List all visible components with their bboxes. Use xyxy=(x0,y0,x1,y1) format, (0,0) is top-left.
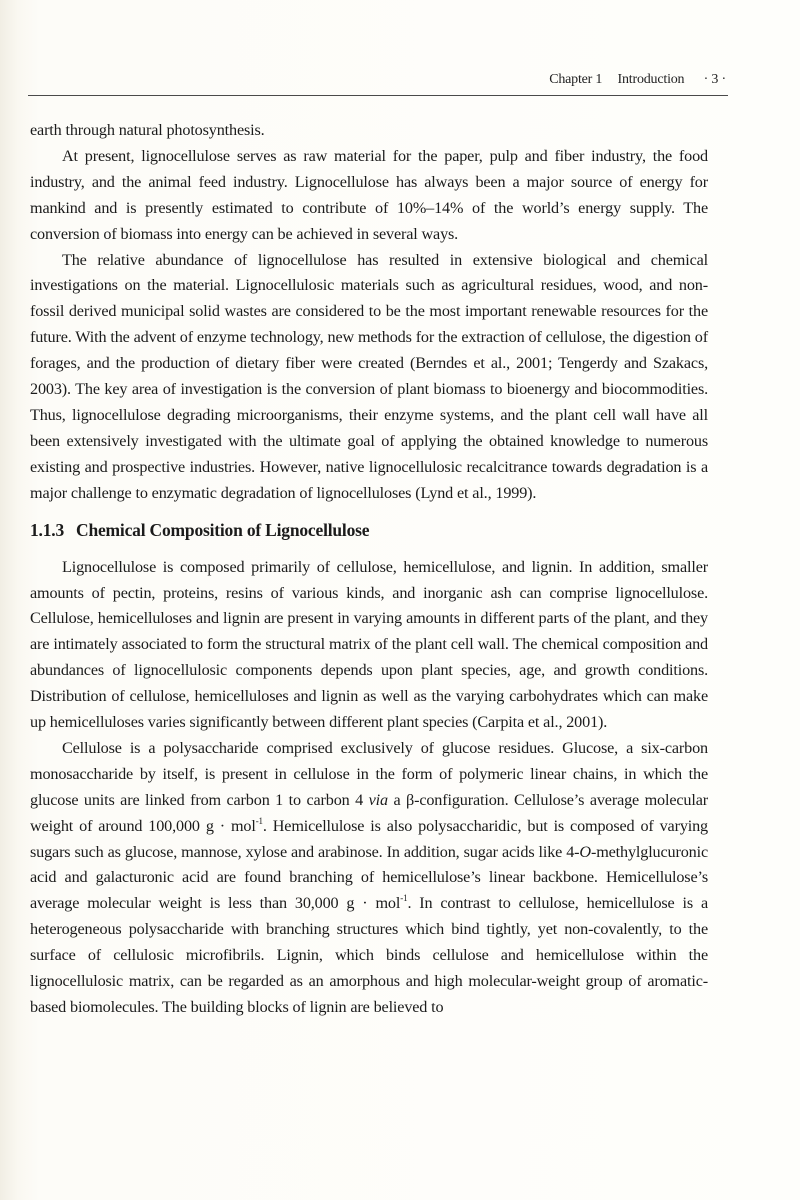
paragraph: Lignocellulose is composed primarily of cellulose, hemicellulose, and lignin. In addition, smaller amounts of pectin, proteins, resins of various kinds, and inorganic ash can comprise lignocellulose. Cellulose, hemicelluloses and lignin are present in varying amounts in different parts of the plant, and they are intimately associated to form the structural matrix of the plant cell wall. The chemical composition and abundances of lignocellulosic components depends upon plant species, age, and growth conditions. Distribution of cellulose, hemicelluloses and lignin as well as the varying carbohydrates which can make up hemicelluloses varies significantly between different plant species (Carpita et al., 2001). xyxy=(30,557,708,732)
running-head xyxy=(28,72,728,94)
page-number: · 3 · xyxy=(703,72,726,87)
text-run: a β-configuration. Cellulose’s average molecular weight of around 100,000 g · mol xyxy=(30,790,708,835)
paragraph: The relative abundance of lignocellulose has resulted in extensive biological and chemical investigations on the material. Lignocellulosic materials such as agricultural residues, wood, and non-fossil derived municipal solid wastes are considered to be the most important renewable resources for the future. With the advent of enzyme technology, new methods for the extraction of cellulose, the digestion of forages, and the production of dietary fiber were created (Berndes et al., 2001; Tengerdy and Szakacs, 2003). The key area of investigation is the conversion of plant biomass to bioenergy and biocommodities. Thus, lignocellulose degrading microorganisms, their enzyme systems, and the plant cell wall have all been extensively investigated with the ultimate goal of applying the obtained knowledge to numerous existing and prospective industries. However, native lignocellulosic recalcitrance towards degradation is a major challenge to enzymatic degradation of lignocelluloses (Lynd et al., 1999). xyxy=(30,250,708,502)
paragraph: At present, lignocellulose serves as raw material for the paper, pulp and fiber industry, the food industry, and the animal feed industry. Lignocellulose has always been a major source of energy for mankind and is presently estimated to contribute of 10%–14% of the world’s energy supply. The conversion of biomass into energy can be achieved in several ways. xyxy=(30,146,708,243)
section-heading xyxy=(30,518,708,542)
text-run: Cellulose is a polysaccharide comprised exclusively of glucose residues. Glucose, a six-carbon monosaccharide by itself, is present in cellulose in the form of polymeric linear chains, in which the glucose units are linked from carbon 1 to carbon 4 xyxy=(30,738,708,809)
paragraph xyxy=(30,736,708,1021)
page-body xyxy=(30,118,708,1021)
text-run: . Hemicellulose is also polysaccharidic, but is composed of varying sugars such as glucose, mannose, xylose and arabinose. In addition, sugar acids like 4- xyxy=(30,816,708,861)
text-run: -methylglucuronic acid and galacturonic acid are found branching of hemicellulose’s linear backbone. Hemicellulose’s average molecular weight is less than 30,000 g · mol xyxy=(30,842,708,913)
running-head-chapter: Chapter 1 xyxy=(549,72,603,87)
running-head-title: Introduction xyxy=(617,72,685,87)
italic-o: O xyxy=(579,842,591,861)
superscript: -1 xyxy=(400,893,408,904)
paragraph-continuation: earth through natural photosynthesis. xyxy=(30,121,265,139)
header-rule xyxy=(28,95,728,96)
text-run: . In contrast to cellulose, hemicellulose is a heterogeneous polysaccharide with branching structures which bind tightly, yet non-covalently, to the surface of cellulosic microfibrils. Lignin, which binds cellulose and hemicellulose within the lignocellulosic matrix, can be regarded as an amorphous and high molecular-weight group of aromatic-based biomolecules. The building blocks of lignin are believed to xyxy=(30,894,708,1016)
section-title: Chemical Composition of Lignocellulose xyxy=(76,519,370,540)
superscript: -1 xyxy=(255,815,263,826)
italic-via: via xyxy=(368,790,388,809)
section-number: 1.1.3 xyxy=(30,519,65,540)
